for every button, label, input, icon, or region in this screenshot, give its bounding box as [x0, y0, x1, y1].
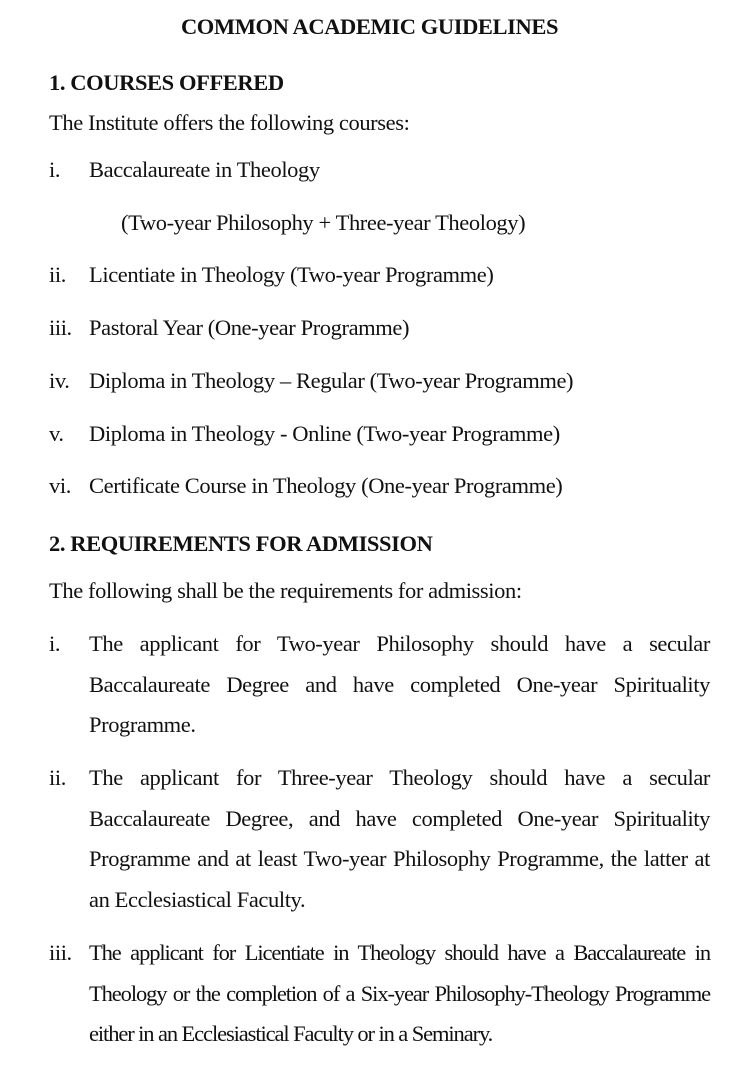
course-name: Certificate Course in Theology (One-year Programme) [89, 473, 563, 498]
course-name: Diploma in Theology – Regular (Two-year Programme) [89, 368, 574, 393]
course-name: Baccalaureate in Theology [89, 157, 320, 182]
list-number: ii. [49, 765, 66, 790]
section-heading-courses: 1. COURSES OFFERED [49, 70, 284, 95]
requirement-text: The applicant for Licentiate in Theology should have a Baccalaureate in Theology or the completion of a Six-year Philosophy-Theology Programme either in an Ecclesiastical Faculty or in a Seminary. [89, 940, 710, 1046]
list-number: iii. [49, 940, 72, 965]
list-number: iv. [49, 368, 70, 393]
page-title: COMMON ACADEMIC GUIDELINES [180, 14, 559, 39]
list-number: v. [49, 421, 64, 446]
list-number: vi. [49, 473, 71, 498]
requirement-text: The applicant for Three-year Theology should have a secular Baccalaureate Degree, and have completed One-year Spirituality Programme and at least Two-year Philosophy Programme, the latter at an Ecclesiastical Faculty. [89, 765, 710, 912]
section-intro-courses: The Institute offers the following courses: [49, 110, 410, 135]
course-name: Licentiate in Theology (Two-year Programme) [89, 262, 494, 287]
list-number: iii. [49, 315, 72, 340]
list-number: ii. [49, 262, 66, 287]
course-name: Diploma in Theology - Online (Two-year Programme) [89, 421, 560, 446]
section-intro-admission: The following shall be the requirements for admission: [49, 578, 522, 603]
list-number: i. [49, 157, 61, 182]
course-name: Pastoral Year (One-year Programme) [89, 315, 410, 340]
list-number: i. [49, 631, 61, 656]
section-heading-admission: 2. REQUIREMENTS FOR ADMISSION [49, 531, 433, 556]
course-subnote: (Two-year Philosophy + Three-year Theology) [121, 210, 526, 235]
requirement-text: The applicant for Two-year Philosophy should have a secular Baccalaureate Degree and have completed One-year Spirituality Programme. [89, 631, 710, 737]
